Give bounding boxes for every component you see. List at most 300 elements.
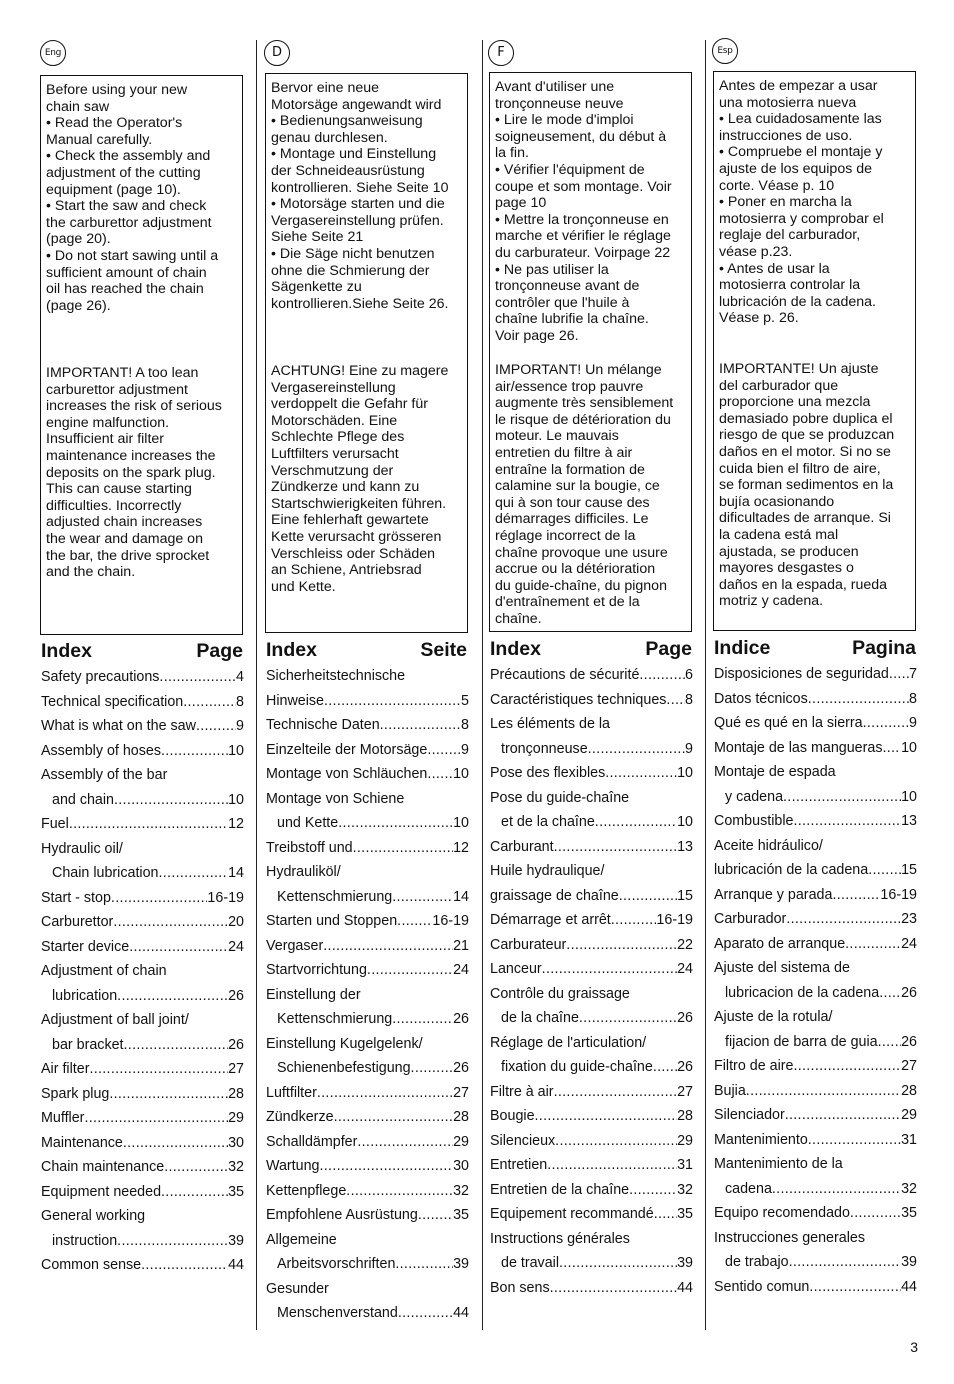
index-title: Index bbox=[41, 640, 92, 662]
index-list bbox=[490, 665, 693, 1302]
index-entry-page: 32 bbox=[228, 1159, 244, 1175]
index-entry bbox=[41, 741, 244, 766]
index-entry-title: Ajuste de la rotula/ bbox=[714, 1009, 833, 1025]
warning-text: IMPORTANT! Un mélange air/essence trop pauvre augmente très sensiblement le risque de détérioration du moteur. Le mauvais entretien du filtre à air entraîne la formation de calamine sur la bougie, ce qui à son tour cause des démarrages difficiles. Le réglage incorrect de la chaîne provoque une usure accrue ou la détérioration du guide-chaîne, du pignon d'entraînement et de la chaîne. bbox=[495, 362, 674, 627]
index-entry-title: Silencieux bbox=[490, 1132, 556, 1149]
index-entry-page: 6 bbox=[685, 667, 693, 683]
page-number: 3 bbox=[910, 1339, 918, 1355]
index-entry-page: 29 bbox=[228, 1110, 244, 1126]
index-entry-page: 26 bbox=[677, 1010, 693, 1026]
index-entry bbox=[714, 1277, 917, 1302]
index-entry bbox=[266, 666, 469, 691]
index-entry-title: instruction bbox=[52, 1232, 118, 1249]
index-entry bbox=[266, 1034, 469, 1059]
index-entry-title: Einzelteile der Motorsäge bbox=[266, 741, 428, 758]
index-entry-title: Muffler bbox=[41, 1110, 85, 1126]
index-entry-title: Datos técnicos bbox=[714, 690, 808, 707]
index-entry bbox=[266, 715, 469, 740]
index-entry-title: Treibstoff und bbox=[266, 839, 353, 856]
index-page-label: Pagina bbox=[852, 637, 916, 659]
index-entry bbox=[490, 935, 693, 960]
index-entry-page: 5 bbox=[461, 692, 469, 709]
index-entry bbox=[714, 1056, 917, 1081]
index-entry bbox=[490, 1253, 693, 1278]
index-entry-title: Kettenschmierung bbox=[277, 888, 393, 905]
index-entry-page: 13 bbox=[901, 813, 917, 829]
dot-leader bbox=[863, 713, 909, 738]
index-entry-page: 26 bbox=[228, 1036, 244, 1053]
index-entry bbox=[490, 984, 693, 1009]
index-entry-page: 21 bbox=[453, 937, 469, 954]
dot-leader bbox=[69, 814, 228, 839]
notice-box bbox=[489, 72, 692, 632]
index-entry-title: Bujia bbox=[714, 1082, 746, 1099]
index-entry bbox=[266, 1254, 469, 1279]
index-entry-page: 7 bbox=[909, 666, 917, 682]
dot-leader bbox=[114, 790, 228, 815]
index-entry bbox=[266, 1058, 469, 1083]
index-entry bbox=[266, 1279, 469, 1304]
index-entry-title: Démarrage et arrêt bbox=[490, 912, 611, 928]
index-entry bbox=[266, 1303, 469, 1328]
index-entry-page: 26 bbox=[901, 1033, 917, 1050]
index-entry bbox=[266, 985, 469, 1010]
index-title: Index bbox=[266, 639, 317, 661]
index-entry-title: Maintenance bbox=[41, 1134, 123, 1151]
index-entry-page: 29 bbox=[453, 1133, 469, 1150]
index-entry-title: bar bracket bbox=[52, 1036, 124, 1053]
index-entry-page: 8 bbox=[461, 717, 469, 733]
index-entry-title: Entretien de la chaîne bbox=[490, 1181, 630, 1198]
index-entry bbox=[714, 1228, 917, 1253]
index-entry bbox=[41, 961, 244, 986]
index-entry-title: Carburador bbox=[714, 911, 787, 927]
index-entry-page: 28 bbox=[228, 1085, 244, 1102]
dot-leader bbox=[117, 1231, 228, 1256]
index-entry-title: Bougie bbox=[490, 1108, 535, 1124]
index-entry-page: 24 bbox=[901, 935, 917, 952]
index-entry bbox=[266, 1107, 469, 1132]
index-page-label: Page bbox=[196, 640, 243, 662]
index-entry bbox=[41, 814, 244, 839]
index-entry-title: Réglage de l'articulation/ bbox=[490, 1034, 647, 1051]
dot-leader bbox=[346, 1181, 453, 1206]
index-entry bbox=[41, 839, 244, 864]
index-entry-title: Equipo recomendado bbox=[714, 1205, 850, 1221]
dot-leader bbox=[550, 1278, 677, 1303]
index-entry bbox=[490, 665, 693, 690]
index-entry bbox=[490, 1008, 693, 1033]
dot-leader bbox=[619, 886, 677, 911]
index-entry-title: Technical specification bbox=[41, 693, 184, 710]
index-entry bbox=[714, 885, 917, 910]
index-entry-title: Chain lubrication bbox=[52, 865, 159, 881]
dot-leader bbox=[398, 1303, 453, 1328]
index-list bbox=[266, 666, 469, 1328]
index-entry bbox=[714, 689, 917, 714]
index-entry-title: Vergaser bbox=[266, 937, 324, 954]
index-entry bbox=[490, 788, 693, 813]
dot-leader bbox=[554, 837, 678, 862]
index-entry-page: 39 bbox=[901, 1254, 917, 1270]
index-entry-page: 26 bbox=[228, 987, 244, 1004]
index-entry-page: 32 bbox=[677, 1181, 693, 1198]
index-entry bbox=[714, 909, 917, 934]
dot-leader bbox=[666, 690, 685, 715]
dot-leader bbox=[772, 1179, 901, 1204]
dot-leader bbox=[367, 960, 453, 985]
index-entry bbox=[41, 1133, 244, 1158]
index-entry-title: de trabajo bbox=[725, 1254, 789, 1270]
index-entry-title: Starten und Stoppen bbox=[266, 913, 398, 929]
index-entry-title: What is what on the saw bbox=[41, 718, 196, 734]
index-entry-page: 44 bbox=[677, 1279, 693, 1296]
index-entry-title: Carburettor bbox=[41, 914, 114, 930]
index-entry-page: 9 bbox=[909, 715, 917, 731]
index-entry bbox=[266, 1009, 469, 1034]
index-entry bbox=[41, 1182, 244, 1207]
index-entry bbox=[714, 860, 917, 885]
index-entry bbox=[714, 958, 917, 983]
index-entry bbox=[490, 959, 693, 984]
index-entry-title: Schienenbefestigung bbox=[277, 1060, 411, 1076]
index-entry bbox=[490, 763, 693, 788]
index-entry bbox=[266, 911, 469, 936]
index-entry bbox=[41, 692, 244, 717]
dot-leader bbox=[323, 936, 453, 961]
index-entry-title: Equipement recommandé bbox=[490, 1206, 654, 1222]
index-entry bbox=[41, 790, 244, 815]
index-entry-page: 44 bbox=[901, 1278, 917, 1295]
index-entry-page: 9 bbox=[236, 718, 244, 734]
language-badge: D bbox=[264, 40, 290, 66]
index-entry-title: Wartung bbox=[266, 1158, 320, 1174]
index-entry-page: 16-19 bbox=[656, 912, 693, 928]
index-entry bbox=[490, 1229, 693, 1254]
dot-leader bbox=[380, 715, 461, 740]
index-entry-page: 39 bbox=[228, 1232, 244, 1249]
dot-leader bbox=[542, 959, 677, 984]
index-entry bbox=[41, 1157, 244, 1182]
index-entry-page: 24 bbox=[453, 962, 469, 978]
index-entry bbox=[41, 1255, 244, 1280]
dot-leader bbox=[653, 1057, 677, 1082]
index-entry bbox=[266, 740, 469, 765]
index-entry bbox=[490, 1131, 693, 1156]
index-entry-title: Hydrauliköl/ bbox=[266, 864, 341, 880]
index-entry-title: Spark plug bbox=[41, 1085, 110, 1102]
index-entry-page: 9 bbox=[685, 740, 693, 757]
dot-leader bbox=[882, 738, 901, 763]
language-badge: Esp bbox=[712, 38, 738, 64]
dot-leader bbox=[395, 1254, 453, 1279]
column-divider bbox=[705, 40, 706, 1330]
index-entry bbox=[490, 739, 693, 764]
index-entry bbox=[490, 812, 693, 837]
index-entry-title: Technische Daten bbox=[266, 717, 380, 733]
index-entry bbox=[41, 1010, 244, 1035]
index-entry-title: Gesunder bbox=[266, 1280, 329, 1297]
dot-leader bbox=[141, 1255, 228, 1280]
dot-leader bbox=[789, 1252, 902, 1277]
index-entry-page: 26 bbox=[677, 1059, 693, 1075]
index-entry bbox=[490, 1278, 693, 1303]
dot-leader bbox=[785, 1105, 901, 1130]
index-entry-page: 4 bbox=[236, 669, 244, 685]
notice-box bbox=[40, 75, 243, 635]
index-entry-title: Einstellung Kugelgelenk/ bbox=[266, 1035, 423, 1052]
index-entry-title: Montage von Schiene bbox=[266, 790, 405, 807]
dot-leader bbox=[183, 692, 236, 717]
index-entry-page: 27 bbox=[228, 1061, 244, 1077]
dot-leader bbox=[868, 860, 901, 885]
index-entry-page: 28 bbox=[901, 1082, 917, 1099]
warning-text: ACHTUNG! Eine zu magere Vergasereinstellung verdoppelt die Gefahr für Motorschäden. Eine Schlechte Pflege des Luftfilters verursacht Verschmutzung der Zündkerze und kann zu Startschwierigkeiten führen. Eine fehlerhaft gewartete Kette verursacht grösseren Verschleiss oder Schäden an Schiene, Antriebsrad und Kette. bbox=[271, 363, 449, 595]
index-entry bbox=[714, 836, 917, 861]
index-entry bbox=[41, 1035, 244, 1060]
index-entry-title: Kettenpflege bbox=[266, 1182, 347, 1199]
index-entry bbox=[714, 738, 917, 763]
index-entry-page: 14 bbox=[228, 865, 244, 881]
index-entry-title: Arbeitsvorschriften bbox=[277, 1256, 396, 1272]
index-entry bbox=[490, 1057, 693, 1082]
index-entry-page: 35 bbox=[228, 1183, 244, 1200]
index-entry-title: Fuel bbox=[41, 816, 69, 832]
index-entry-title: et de la chaîne bbox=[501, 814, 595, 830]
index-entry bbox=[714, 762, 917, 787]
index-entry bbox=[41, 1059, 244, 1084]
index-entry-title: tronçonneuse bbox=[501, 740, 588, 757]
index-entry-title: Arranque y parada bbox=[714, 886, 833, 903]
index-entry bbox=[41, 765, 244, 790]
index-entry-page: 8 bbox=[236, 693, 244, 710]
index-entry bbox=[714, 1154, 917, 1179]
index-entry-title: Assembly of the bar bbox=[41, 767, 168, 783]
index-entry-page: 28 bbox=[677, 1108, 693, 1124]
index-entry-title: graissage de chaîne bbox=[490, 887, 619, 904]
index-page-label: Page bbox=[645, 638, 692, 660]
index-entry-title: Caractéristiques techniques bbox=[490, 691, 667, 708]
index-entry bbox=[266, 764, 469, 789]
dot-leader bbox=[129, 937, 228, 962]
index-entry-title: Starter device bbox=[41, 938, 130, 955]
dot-leader bbox=[111, 888, 208, 913]
index-entry-page: 16-19 bbox=[207, 889, 244, 906]
index-entry-title: lubricacion de la cadena bbox=[725, 984, 880, 1001]
dot-leader bbox=[418, 1205, 453, 1230]
dot-leader bbox=[89, 1059, 228, 1084]
index-entry bbox=[490, 1155, 693, 1180]
index-entry bbox=[490, 837, 693, 862]
index-entry-title: Aceite hidráulico/ bbox=[714, 837, 823, 854]
index-entry-title: Adjustment of chain bbox=[41, 963, 167, 979]
index-entry-title: Carburateur bbox=[490, 936, 567, 953]
index-entry bbox=[490, 690, 693, 715]
index-entry-title: Chain maintenance bbox=[41, 1159, 165, 1175]
dot-leader bbox=[164, 1157, 228, 1182]
index-entry bbox=[490, 1033, 693, 1058]
index-entry-title: Empfohlene Ausrüstung bbox=[266, 1207, 418, 1223]
index-entry-title: Combustible bbox=[714, 813, 794, 829]
index-entry-title: Kettenschmierung bbox=[277, 1011, 393, 1027]
index-entry-page: 12 bbox=[228, 816, 244, 832]
index-entry-title: Bon sens bbox=[490, 1279, 550, 1296]
dot-leader bbox=[392, 887, 453, 912]
dot-leader bbox=[357, 1132, 453, 1157]
dot-leader bbox=[159, 863, 229, 888]
dot-leader bbox=[850, 1203, 901, 1228]
index-entry-page: 10 bbox=[677, 765, 693, 781]
index-entry-page: 15 bbox=[677, 887, 693, 904]
index-entry bbox=[714, 934, 917, 959]
dot-leader bbox=[159, 667, 236, 692]
index-entry-title: Adjustment of ball joint/ bbox=[41, 1012, 189, 1028]
index-entry bbox=[490, 1082, 693, 1107]
index-entry-title: Montaje de espada bbox=[714, 764, 836, 780]
index-entry bbox=[266, 1205, 469, 1230]
index-entry-title: Ajuste del sistema de bbox=[714, 960, 850, 976]
dot-leader bbox=[392, 1009, 453, 1034]
dot-leader bbox=[889, 664, 909, 689]
dot-leader bbox=[427, 764, 453, 789]
dot-leader bbox=[161, 741, 228, 766]
column-divider bbox=[482, 40, 483, 1330]
index-entry bbox=[266, 691, 469, 716]
index-entry-title: Pose des flexibles bbox=[490, 765, 606, 781]
index-entry-page: 14 bbox=[453, 888, 469, 905]
dot-leader bbox=[124, 1035, 229, 1060]
index-entry-title: Huile hydraulique/ bbox=[490, 863, 605, 879]
index-entry-title: y cadena bbox=[725, 788, 784, 805]
dot-leader bbox=[845, 934, 901, 959]
index-entry-title: Sentido comun bbox=[714, 1278, 810, 1295]
index-entry-title: Disposiciones de seguridad bbox=[714, 666, 889, 682]
intro-text: Avant d'utiliser une tronçonneuse neuve • Lire le mode d'imploi soigneusement, du début à la fin. • Vérifier l'équipment de coupe et som montage. Voir page 10 • Mettre la tronçonneuse en marche et vérifier le réglage du carburateur. Voirpage 22 • Ne pas utiliser la tronçonneuse avant de contrôler que l'huile à chaîne lubrifie la chaîne. Voir page 26. bbox=[495, 79, 672, 344]
index-entry-title: Filtre à air bbox=[490, 1083, 554, 1100]
index-entry-title: General working bbox=[41, 1208, 146, 1224]
dot-leader bbox=[783, 787, 901, 812]
index-entry bbox=[490, 714, 693, 739]
index-entry-page: 30 bbox=[453, 1158, 469, 1174]
index-entry-title: Menschenverstand bbox=[277, 1305, 398, 1321]
index-entry bbox=[714, 713, 917, 738]
intro-text: Before using your new chain saw • Read the Operator's Manual carefully. • Check the assembly and adjustment of the cutting equipment (page 10). • Start the saw and check the carburettor adjustment (page 20). • Do not start sawing until a sufficient amount of chain oil has reached the chain (page 26). bbox=[46, 82, 219, 314]
index-entry-page: 32 bbox=[453, 1182, 469, 1199]
index-entry-page: 35 bbox=[453, 1207, 469, 1223]
index-title: Index bbox=[490, 638, 541, 660]
index-entry-page: 31 bbox=[677, 1157, 693, 1173]
index-entry-title: Entretien bbox=[490, 1157, 548, 1173]
warning-text: IMPORTANTE! Un ajuste del carburador que proporcione una mezcla demasiado pobre duplica el riesgo de que se produzcan daños en el motor. Si no se cuida bien el filtro de aire, se forman sedimentos en la bujía ocasionando dificultades de arranque. Si la cadena está mal ajustada, se producen mayores desgastes o daños en la espada, rueda motriz y cadena. bbox=[719, 361, 895, 610]
index-entry bbox=[714, 1252, 917, 1277]
index-entry bbox=[714, 1203, 917, 1228]
index-entry bbox=[714, 664, 917, 689]
dot-leader bbox=[547, 1155, 677, 1180]
dot-leader bbox=[654, 1204, 677, 1229]
index-entry-page: 39 bbox=[453, 1256, 469, 1272]
index-entry-title: Hinweise bbox=[266, 692, 325, 709]
index-entry-title: Carburant bbox=[490, 838, 554, 855]
index-entry-page: 8 bbox=[685, 691, 693, 708]
dot-leader bbox=[555, 1131, 677, 1156]
index-entry bbox=[714, 1032, 917, 1057]
index-entry-title: de travail bbox=[501, 1255, 560, 1271]
index-entry bbox=[266, 1181, 469, 1206]
dot-leader bbox=[808, 689, 909, 714]
index-entry bbox=[41, 912, 244, 937]
index-entry-title: Qué es qué en la sierra bbox=[714, 715, 863, 731]
index-entry-page: 27 bbox=[677, 1083, 693, 1100]
index-entry-title: Mantenimiento de la bbox=[714, 1156, 843, 1172]
index-entry-title: Schalldämpfer bbox=[266, 1133, 358, 1150]
index-entry-title: Aparato de arranque bbox=[714, 935, 846, 952]
index-list bbox=[41, 667, 244, 1280]
notice-box bbox=[265, 73, 468, 633]
dot-leader bbox=[559, 1253, 677, 1278]
index-entry bbox=[490, 886, 693, 911]
index-entry bbox=[714, 811, 917, 836]
dot-leader bbox=[338, 813, 453, 838]
index-entry bbox=[41, 1108, 244, 1133]
index-entry-title: Allgemeine bbox=[266, 1231, 337, 1248]
dot-leader bbox=[611, 910, 657, 935]
dot-leader bbox=[639, 665, 685, 690]
dot-leader bbox=[324, 691, 461, 716]
index-entry bbox=[266, 936, 469, 961]
index-entry-title: fijacion de barra de guia bbox=[725, 1033, 878, 1050]
index-entry-page: 31 bbox=[901, 1131, 917, 1148]
dot-leader bbox=[786, 909, 901, 934]
dot-leader bbox=[320, 1156, 454, 1181]
index-entry bbox=[714, 787, 917, 812]
index-entry bbox=[490, 1180, 693, 1205]
index-entry-page: 15 bbox=[901, 862, 917, 878]
index-entry-page: 44 bbox=[453, 1305, 469, 1321]
dot-leader bbox=[595, 812, 677, 837]
index-entry-page: 29 bbox=[677, 1132, 693, 1149]
dot-leader bbox=[427, 740, 461, 765]
index-entry-title: Filtro de aire bbox=[714, 1058, 794, 1074]
index-entry bbox=[490, 861, 693, 886]
index-entry-page: 10 bbox=[901, 739, 917, 756]
index-entry bbox=[490, 910, 693, 935]
index-entry-title: lubrication bbox=[52, 987, 118, 1004]
index-entry-title: und Kette bbox=[277, 815, 339, 831]
index-entry-page: 23 bbox=[901, 911, 917, 927]
index-entry-page: 24 bbox=[228, 938, 244, 955]
dot-leader bbox=[605, 763, 677, 788]
dot-leader bbox=[629, 1180, 677, 1205]
index-entry bbox=[41, 937, 244, 962]
index-entry-page: 20 bbox=[228, 914, 244, 930]
index-entry bbox=[41, 888, 244, 913]
index-entry bbox=[714, 1130, 917, 1155]
column-divider bbox=[256, 40, 257, 1330]
dot-leader bbox=[123, 1133, 228, 1158]
index-entry bbox=[266, 813, 469, 838]
warning-text: IMPORTANT! A too lean carburettor adjustment increases the risk of serious engine malfunction. Insufficient air filter maintenance increases the deposits on the spark plug. This can cause starting difficulties. Incorrectly adjusted chain increases the wear and damage on the bar, the drive sprocket and the chain. bbox=[46, 365, 222, 581]
dot-leader bbox=[84, 1108, 228, 1133]
index-entry bbox=[41, 863, 244, 888]
dot-leader bbox=[566, 935, 677, 960]
dot-leader bbox=[397, 911, 432, 936]
index-entry-title: Instructions générales bbox=[490, 1230, 630, 1247]
index-entry-title: Air filter bbox=[41, 1061, 90, 1077]
index-entry-title: Luftfilter bbox=[266, 1084, 317, 1101]
index-entry-title: fixation du guide-chaîne bbox=[501, 1059, 653, 1075]
index-entry-title: Startvorrichtung bbox=[266, 962, 367, 978]
dot-leader bbox=[161, 1182, 228, 1207]
